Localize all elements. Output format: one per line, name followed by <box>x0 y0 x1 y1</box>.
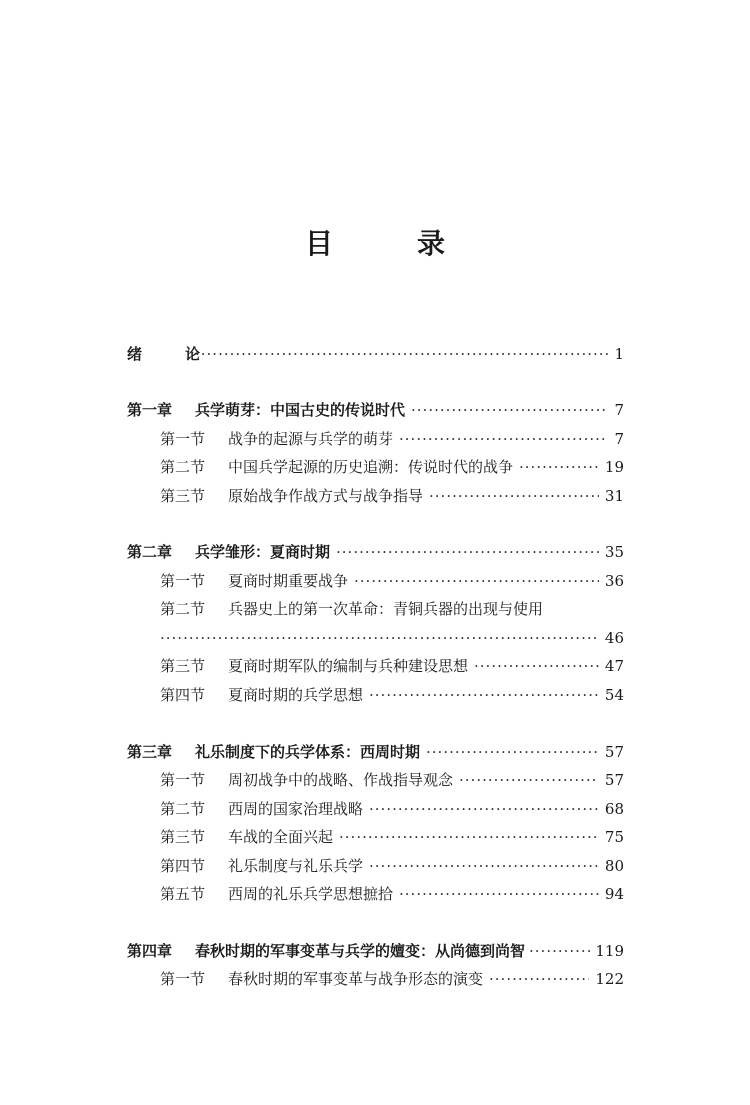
page-number: 7 <box>614 430 624 448</box>
chapter-number: 第一章 <box>127 401 173 419</box>
leader-dots <box>195 343 608 365</box>
entry-number: 绪 论 <box>127 345 215 363</box>
section-number: 第三节 <box>160 657 206 675</box>
section-number: 第三节 <box>160 828 206 846</box>
section-title: 夏商时期重要战争 <box>228 572 349 590</box>
leader-dots <box>160 627 599 649</box>
leader-dots <box>369 798 599 820</box>
leader-dots <box>369 684 599 706</box>
page-title: 目 录 <box>304 227 473 260</box>
chapter-title: 兵学雏形：夏商时期 <box>195 543 331 561</box>
page-number: 57 <box>604 743 624 761</box>
page-number: 35 <box>604 543 624 561</box>
toc-entry-chapter-3[interactable] <box>127 741 624 763</box>
page-number: 46 <box>604 629 624 647</box>
leader-dots <box>339 826 599 848</box>
page-number: 80 <box>604 857 624 875</box>
section-title: 车战的全面兴起 <box>228 828 334 846</box>
page-number: 31 <box>604 487 624 505</box>
leader-dots <box>519 456 599 478</box>
leader-dots <box>529 940 591 962</box>
toc-entry-section[interactable] <box>160 428 624 450</box>
section-number: 第二节 <box>160 458 206 476</box>
section-number: 第四节 <box>160 686 206 704</box>
page-number: 57 <box>604 771 624 789</box>
page-number: 19 <box>604 458 624 476</box>
page-number: 122 <box>595 970 624 988</box>
toc-entry-section[interactable] <box>160 826 624 848</box>
page-number: 1 <box>614 345 624 363</box>
section-number: 第二节 <box>160 600 206 618</box>
section-title: 西周的国家治理战略 <box>228 800 364 818</box>
page-number: 7 <box>614 401 624 419</box>
leader-dots <box>354 570 599 592</box>
page-number: 75 <box>604 828 624 846</box>
leader-dots <box>426 741 599 763</box>
section-number: 第二节 <box>160 800 206 818</box>
toc-entry-section[interactable] <box>160 655 624 677</box>
leader-dots <box>459 769 599 791</box>
section-title: 原始战争作战方式与战争指导 <box>228 487 424 505</box>
leader-dots <box>369 855 599 877</box>
toc-entry-section[interactable] <box>160 883 624 905</box>
toc-entry-section[interactable] <box>160 485 624 507</box>
toc-entry-chapter-4[interactable] <box>127 940 624 962</box>
section-number: 第一节 <box>160 970 206 988</box>
leader-dots <box>336 541 599 563</box>
page-number: 54 <box>604 686 624 704</box>
toc-entry-section[interactable] <box>160 769 624 791</box>
toc-entry-section[interactable] <box>160 570 624 592</box>
page-number: 119 <box>595 942 624 960</box>
toc-entry-section[interactable] <box>160 456 624 478</box>
toc-entry-section[interactable] <box>160 968 624 990</box>
section-title: 春秋时期的军事变革与战争形态的演变 <box>228 970 484 988</box>
page-number: 68 <box>604 800 624 818</box>
leader-dots <box>411 399 608 421</box>
toc-entry-section[interactable] <box>160 798 624 820</box>
leader-dots <box>489 968 589 990</box>
section-title: 夏商时期军队的编制与兵种建设思想 <box>228 657 469 675</box>
section-title: 兵器史上的第一次革命：青铜兵器的出现与使用 <box>228 600 544 618</box>
section-number: 第三节 <box>160 487 206 505</box>
toc-entry-chapter-2[interactable] <box>127 541 624 563</box>
page-number: 36 <box>604 572 624 590</box>
page-number: 94 <box>604 885 624 903</box>
leader-dots <box>399 428 608 450</box>
section-number: 第五节 <box>160 885 206 903</box>
section-title: 战争的起源与兵学的萌芽 <box>228 430 394 448</box>
toc-entry-section[interactable] <box>160 855 624 877</box>
section-title: 中国兵学起源的历史追溯：传说时代的战争 <box>228 458 514 476</box>
section-title: 西周的礼乐兵学思想摭拾 <box>228 885 394 903</box>
leader-dots <box>429 485 599 507</box>
section-number: 第一节 <box>160 572 206 590</box>
chapter-title: 礼乐制度下的兵学体系：西周时期 <box>195 743 421 761</box>
chapter-title: 春秋时期的军事变革与兵学的嬗变：从尚德到尚智 <box>195 942 526 960</box>
chapter-number: 第四章 <box>127 942 173 960</box>
toc-entry-section[interactable] <box>160 598 624 620</box>
section-title: 夏商时期的兵学思想 <box>228 686 364 704</box>
chapter-title: 兵学萌芽：中国古史的传说时代 <box>195 401 406 419</box>
chapter-number: 第三章 <box>127 743 173 761</box>
chapter-number: 第二章 <box>127 543 173 561</box>
leader-dots <box>474 655 599 677</box>
section-title: 礼乐制度与礼乐兵学 <box>228 857 364 875</box>
page-number: 47 <box>604 657 624 675</box>
toc-entry-section[interactable] <box>160 684 624 706</box>
toc-entry-chapter-1[interactable] <box>127 399 624 421</box>
section-title: 周初战争中的战略、作战指导观念 <box>228 771 454 789</box>
section-number: 第四节 <box>160 857 206 875</box>
leader-dots <box>399 883 599 905</box>
toc-entry-continuation[interactable] <box>160 627 624 649</box>
section-number: 第一节 <box>160 771 206 789</box>
section-number: 第一节 <box>160 430 206 448</box>
toc-entry-intro[interactable] <box>127 343 624 365</box>
